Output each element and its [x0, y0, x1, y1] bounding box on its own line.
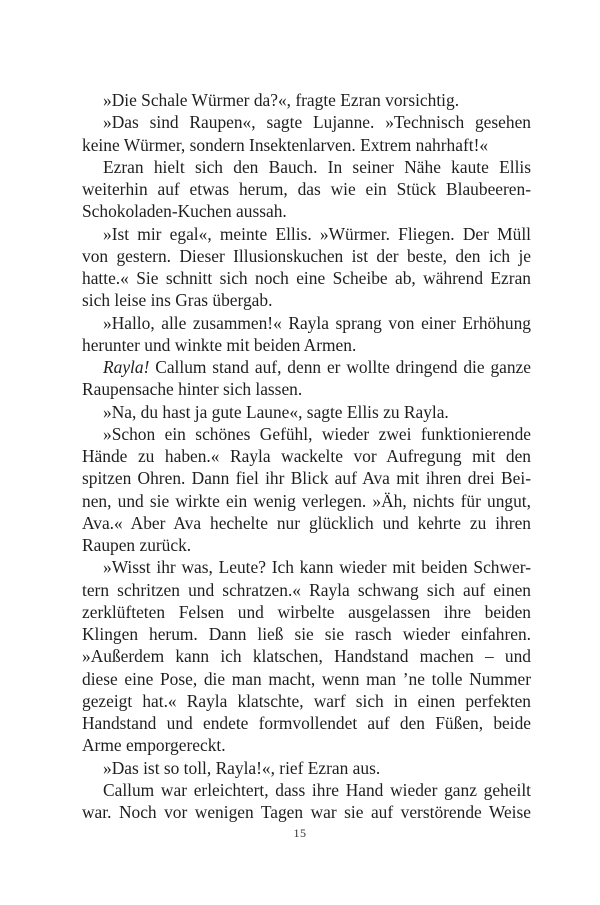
- paragraph: [82, 111, 531, 156]
- paragraph: [82, 312, 531, 357]
- paragraph: [82, 356, 531, 401]
- text-line: [82, 356, 531, 378]
- text-line: »Außerdem kann ich klatschen, Handstand machen – und: [82, 646, 531, 667]
- paragraph: [82, 556, 531, 756]
- text-line: gezeigt hat.« Rayla klatschte, warf sich in einen perfekten: [82, 690, 531, 711]
- text-line: Arme emporgereckt.: [82, 735, 226, 756]
- text-line: herunter und winkte mit beiden Armen.: [82, 334, 357, 355]
- text-line: »Schon ein schönes Gefühl, wieder zwei funktionierende: [103, 423, 531, 444]
- paragraph: [82, 156, 531, 223]
- text-line: »Das sind Raupen«, sagte Lujanne. »Technisch gesehen: [103, 112, 531, 133]
- text-line: Hände zu haben.« Rayla wackelte vor Aufregung mit den: [82, 446, 531, 466]
- page-body: [82, 89, 531, 823]
- text-line: Klingen herum. Dann ließ sie sie rasch wieder einfahren.: [82, 624, 531, 644]
- text-segment: Callum stand auf, denn er wollte dringend die ganze: [149, 357, 531, 377]
- text-line: zerklüfteten Felsen und wirbelte ausgelassen ihre beiden: [82, 601, 531, 622]
- text-line: von gestern. Dieser Illusionskuchen ist der beste, den ich je: [82, 245, 531, 266]
- paragraph: [82, 423, 531, 557]
- paragraph: [82, 779, 531, 824]
- text-line: nen, und sie wirkte ein wenig verlegen. »Äh, nichts für ungut,: [82, 490, 531, 511]
- text-line: spitzen Ohren. Dann fiel ihr Blick auf Ava mit ihren drei Bei-: [82, 468, 531, 489]
- text-line: tern schritzen und schratzen.« Rayla schwang sich auf einen: [82, 579, 531, 600]
- text-line: Ezran hielt sich den Bauch. In seiner Nähe kaute Ellis: [103, 156, 531, 177]
- paragraph: [82, 223, 531, 312]
- text-line: Callum war erleichtert, dass ihre Hand wieder ganz geheilt: [103, 779, 531, 800]
- text-line: »Die Schale Würmer da?«, fragte Ezran vorsichtig.: [103, 90, 460, 110]
- text-line: »Das ist so toll, Rayla!«, rief Ezran aus.: [103, 757, 381, 778]
- text-line: hatte.« Sie schnitt sich noch eine Scheibe ab, während Ezran: [82, 268, 531, 288]
- text-line: »Wisst ihr was, Leute? Ich kann wieder mit beiden Schwer-: [103, 557, 531, 578]
- text-line: weiterhin auf etwas herum, das wie ein Stück Blaubeeren-: [82, 179, 531, 199]
- text-line: Ava.« Aber Ava hechelte nur glücklich und kehrte zu ihren: [82, 512, 531, 533]
- text-line: Handstand und endete formvollendet auf den Füßen, beide: [82, 713, 531, 733]
- paragraph: [82, 401, 531, 423]
- text-line: Schokoladen-Kuchen aussah.: [82, 201, 287, 222]
- text-line: keine Würmer, sondern Insektenlarven. Extrem nahrhaft!«: [82, 134, 489, 155]
- text-line: war. Noch vor wenigen Tagen war sie auf verstörende Weise: [82, 802, 531, 822]
- text-line: Raupen zurück.: [82, 535, 192, 555]
- paragraph: [82, 757, 531, 779]
- text-line: Raupensache hinter sich lassen.: [82, 379, 303, 400]
- text-line: diese eine Pose, die man macht, wenn man ’ne tolle Nummer: [82, 668, 531, 689]
- text-line: »Na, du hast ja gute Laune«, sagte Ellis zu Rayla.: [103, 401, 449, 422]
- italic-text: Rayla!: [103, 357, 150, 377]
- page-number: 15: [293, 826, 307, 840]
- text-line: »Hallo, alle zusammen!« Rayla sprang von einer Erhöhung: [103, 312, 531, 333]
- paragraph: [82, 89, 531, 111]
- text-line: »Ist mir egal«, meinte Ellis. »Würmer. Fliegen. Der Müll: [103, 223, 531, 244]
- text-line: sich leise ins Gras übergab.: [82, 290, 273, 311]
